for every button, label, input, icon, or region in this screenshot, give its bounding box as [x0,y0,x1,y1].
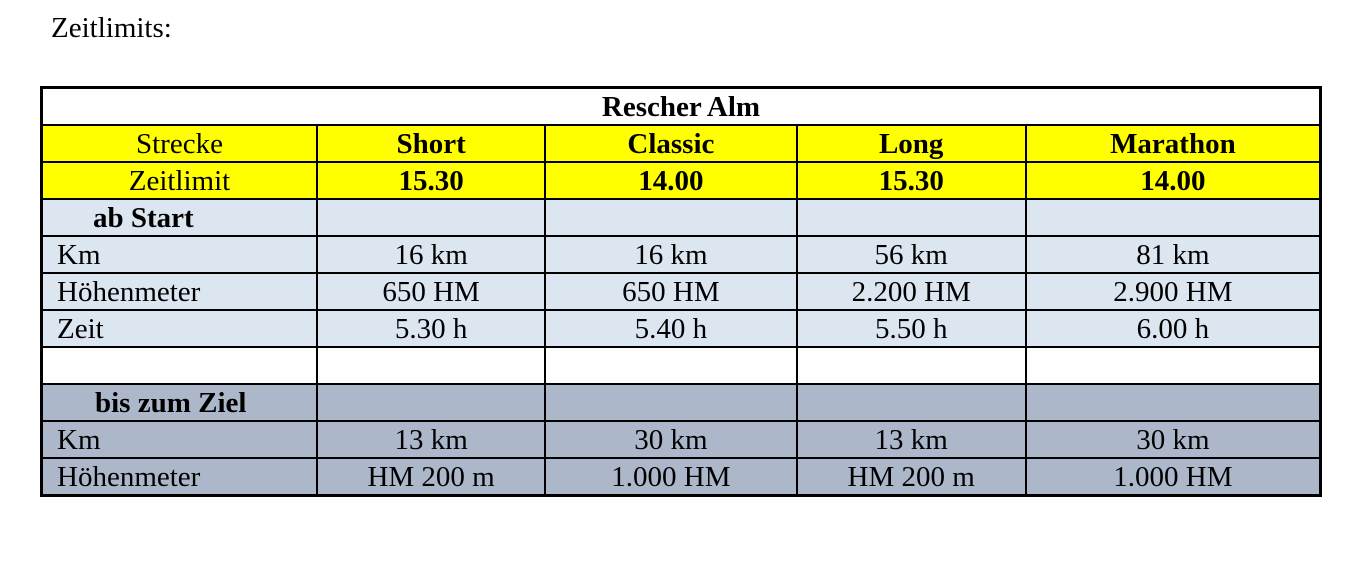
section-ab-start-label: ab Start [42,199,317,236]
empty-cell [545,199,796,236]
empty-cell [797,384,1026,421]
section-bis-zum-ziel-label: bis zum Ziel [42,384,317,421]
table-cell: 1.000 HM [1026,458,1321,496]
row-label: Zeit [42,310,317,347]
empty-cell [545,384,796,421]
time-limit-cell: 15.30 [797,162,1026,199]
table-title-row [42,88,1321,126]
table-cell: 13 km [317,421,545,458]
table-row [42,236,1321,273]
row-label: Km [42,236,317,273]
route-header-row [42,125,1321,162]
empty-cell [317,347,545,384]
table-cell: 5.30 h [317,310,545,347]
time-limit-row [42,162,1321,199]
table-cell: 30 km [1026,421,1321,458]
table-cell: HM 200 m [797,458,1026,496]
empty-cell [42,347,317,384]
time-limit-cell: 14.00 [545,162,796,199]
table-row [42,310,1321,347]
spacer-row [42,347,1321,384]
route-header-marathon: Marathon [1026,125,1321,162]
table-cell: HM 200 m [317,458,545,496]
table-cell: 6.00 h [1026,310,1321,347]
time-limits-table [40,86,1322,497]
page-heading: Zeitlimits: [51,12,172,44]
time-limit-cell: 15.30 [317,162,545,199]
table-cell: 30 km [545,421,796,458]
empty-cell [1026,384,1321,421]
time-limit-cell: 14.00 [1026,162,1321,199]
table-cell: 1.000 HM [545,458,796,496]
table-cell: 2.900 HM [1026,273,1321,310]
table-cell: 5.50 h [797,310,1026,347]
table-cell: 13 km [797,421,1026,458]
row-label: Km [42,421,317,458]
section-ab-start-row [42,199,1321,236]
table-row [42,458,1321,496]
table-cell: 650 HM [545,273,796,310]
table-cell: 650 HM [317,273,545,310]
table-cell: 2.200 HM [797,273,1026,310]
table-cell: 81 km [1026,236,1321,273]
route-header-long: Long [797,125,1026,162]
table-cell: 56 km [797,236,1026,273]
empty-cell [797,347,1026,384]
table-cell: 16 km [317,236,545,273]
table-title: Rescher Alm [42,88,1321,126]
table-row [42,273,1321,310]
empty-cell [797,199,1026,236]
table-row [42,421,1321,458]
time-limit-label: Zeitlimit [42,162,317,199]
section-bis-zum-ziel-row [42,384,1321,421]
empty-cell [545,347,796,384]
empty-cell [1026,199,1321,236]
route-header-classic: Classic [545,125,796,162]
route-header-short: Short [317,125,545,162]
empty-cell [1026,347,1321,384]
table-cell: 16 km [545,236,796,273]
empty-cell [317,199,545,236]
route-header-label: Strecke [42,125,317,162]
empty-cell [317,384,545,421]
row-label: Höhenmeter [42,458,317,496]
row-label: Höhenmeter [42,273,317,310]
table-cell: 5.40 h [545,310,796,347]
